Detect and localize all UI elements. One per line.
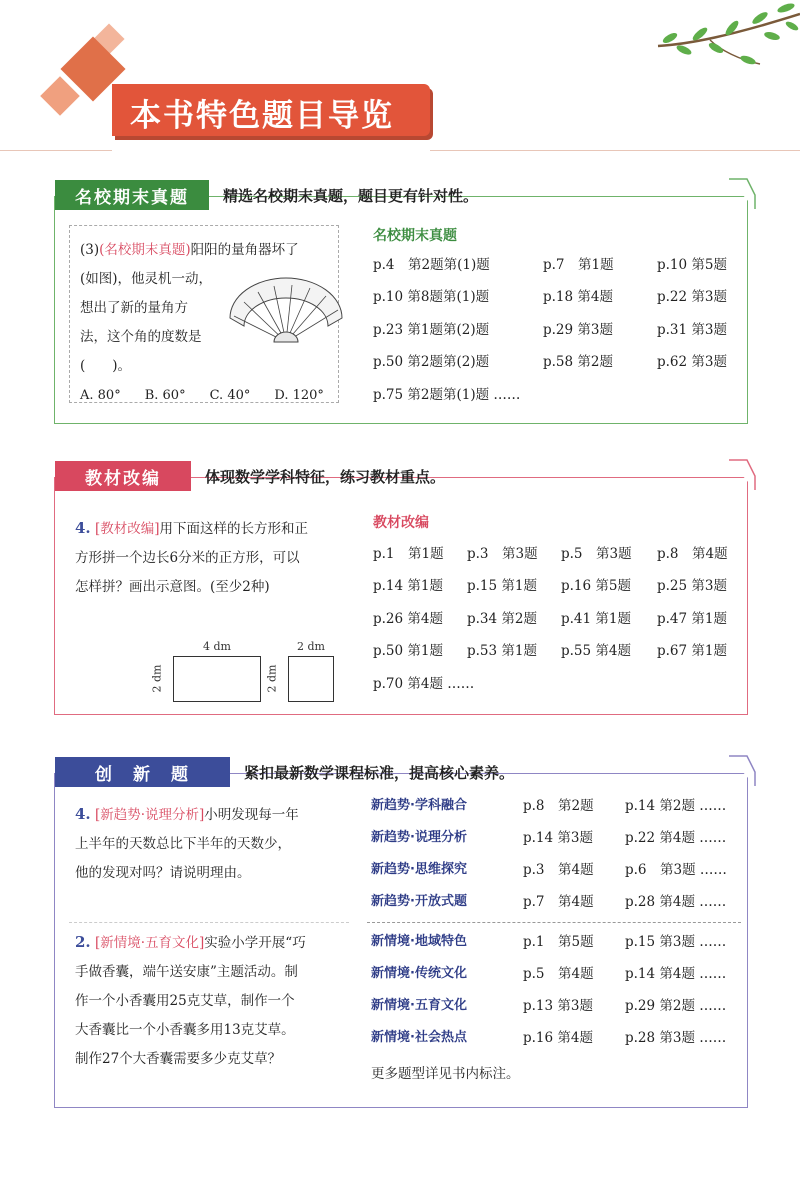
section-header — [55, 756, 514, 788]
list-title: 教材改编 — [373, 515, 429, 531]
reference-item: p.23 第1题第(2)题 — [373, 321, 490, 338]
reference-item: p.8 第4题 — [657, 546, 728, 562]
question-line: 法，这个角的度数是 — [80, 329, 202, 345]
trend-name: 新趋势·思维探究 — [371, 862, 467, 877]
question-line: 上半年的天数总比下半年的天数少， — [75, 836, 291, 852]
rect-height-label: 2 dm — [150, 664, 164, 693]
header-rule — [430, 150, 800, 151]
section-label: 创 新 题 — [55, 757, 230, 787]
reference-item: p.47 第1题 — [657, 610, 727, 627]
header-rule — [0, 150, 112, 151]
question-line: 想出了新的量角方 — [80, 300, 188, 316]
context-ref: p.16 第4题 — [523, 1030, 593, 1046]
question-line: 制作27个大香囊需要多少克艾草？ — [75, 1051, 282, 1067]
reference-item: p.7 第1题 — [543, 257, 614, 273]
square-width-label: 2 dm — [297, 640, 325, 653]
trend-name: 新趋势·说理分析 — [371, 830, 467, 845]
question-number: (3) — [80, 242, 100, 258]
page-fold-icon — [727, 177, 757, 211]
context-name: 新情境·地域特色 — [371, 934, 467, 949]
section-textbook-adapted — [54, 467, 748, 715]
example-question — [75, 928, 365, 1074]
example-question — [75, 514, 365, 704]
trend-ref: p.28 第4题 …… — [625, 894, 727, 910]
context-ref: p.15 第3题 …… — [625, 934, 727, 950]
context-ref: p.13 第3题 — [523, 998, 593, 1014]
question-line: 方形拼一个边长6分米的正方形，可以 — [75, 550, 300, 566]
question-line: 实验小学开展“巧 — [204, 935, 306, 951]
context-ref: p.28 第3题 …… — [625, 1030, 727, 1046]
trend-ref: p.22 第4题 …… — [625, 830, 727, 846]
option-d: D. 120° — [274, 388, 324, 403]
reference-list — [373, 538, 747, 700]
context-name: 新情境·五育文化 — [371, 998, 467, 1013]
reference-item: p.50 第2题第(2)题 — [373, 354, 490, 371]
reference-item: p.15 第1题 — [467, 578, 537, 595]
reference-item: p.16 第5题 — [561, 578, 631, 595]
question-tag: [教材改编] — [94, 521, 160, 537]
trend-ref: p.6 第3题 …… — [625, 862, 727, 878]
question-line: 用下面这样的长方形和正 — [159, 521, 309, 537]
context-row — [371, 926, 726, 958]
reference-item: p.58 第2题 — [543, 354, 613, 371]
reference-item: p.1 第1题 — [373, 546, 444, 562]
trend-ref: p.8 第2题 — [523, 798, 594, 814]
reference-item: p.22 第3题 — [657, 289, 727, 306]
question-tag: [新情境·五育文化] — [94, 935, 205, 951]
reference-item: p.4 第2题第(1)题 — [373, 257, 490, 273]
page-title: 本书特色题目导览 — [130, 98, 394, 134]
reference-item: p.50 第1题 — [373, 643, 443, 660]
section-header — [55, 460, 445, 492]
context-ref: p.14 第4题 …… — [625, 966, 727, 982]
context-ref: p.1 第5题 — [523, 934, 594, 950]
reference-item: p.10 第5题 — [657, 257, 727, 273]
page-fold-icon — [727, 458, 757, 492]
reference-item: p.10 第8题第(1)题 — [373, 289, 490, 306]
reference-item: p.53 第1题 — [467, 643, 537, 660]
protractor-illustration — [220, 266, 348, 348]
reference-item: p.62 第3题 — [657, 354, 727, 371]
option-a: A. 80° — [80, 388, 121, 403]
context-ref: p.29 第2题 …… — [625, 998, 727, 1014]
section-description: 紧扣最新数学课程标准，提高核心素养。 — [244, 763, 515, 782]
reference-item: p.29 第3题 — [543, 321, 613, 338]
question-number: 4. — [75, 805, 91, 823]
question-tag: (名校期末真题) — [99, 242, 191, 258]
reference-item: p.3 第3题 — [467, 546, 538, 562]
question-line: 怎样拼？画出示意图。(至少2种) — [75, 579, 270, 595]
option-c: C. 40° — [209, 388, 251, 403]
context-row — [371, 990, 726, 1022]
rectangle-shape — [173, 656, 261, 702]
trend-ref: p.7 第4题 — [523, 894, 594, 910]
question-line: 手做香囊，端午送安康”主题活动。制 — [75, 964, 298, 980]
context-name: 新情境·传统文化 — [371, 966, 467, 981]
context-name: 新情境·社会热点 — [371, 1030, 467, 1045]
reference-item: p.31 第3题 — [657, 321, 727, 338]
reference-item: p.25 第3题 — [657, 578, 727, 595]
reference-item: p.34 第2题 — [467, 610, 537, 627]
question-line: 小明发现每一年 — [204, 807, 299, 823]
reference-item: p.55 第4题 — [561, 643, 631, 660]
question-number: 4. — [75, 519, 91, 537]
section-label: 名校期末真题 — [55, 180, 209, 210]
question-line: 作一个小香囊用25克艾草，制作一个 — [75, 993, 295, 1009]
example-question — [69, 225, 339, 403]
trend-row — [371, 854, 727, 886]
option-b: B. 60° — [144, 388, 186, 403]
reference-item: p.26 第4题 — [373, 610, 443, 627]
trend-name: 新趋势·开放式题 — [371, 894, 467, 909]
trend-ref: p.14 第3题 — [523, 830, 593, 846]
reference-item: p.70 第4题 …… — [373, 675, 475, 692]
trend-name: 新趋势·学科融合 — [371, 798, 467, 813]
page-fold-icon — [727, 754, 757, 788]
question-line: (如图)，他灵机一动， — [80, 271, 213, 287]
trend-ref: p.3 第4题 — [523, 862, 594, 878]
section-description: 精选名校期末真题，题目更有针对性。 — [223, 186, 479, 205]
example-question — [75, 800, 365, 888]
section-exam-questions — [54, 186, 748, 424]
section-label: 教材改编 — [55, 461, 191, 491]
question-line: ( )。 — [80, 358, 132, 374]
trend-row — [371, 790, 726, 822]
section-header — [55, 179, 478, 211]
footer-note: 更多题型详见书内标注。 — [371, 1066, 520, 1082]
trend-row — [371, 886, 726, 918]
context-row — [371, 1022, 726, 1054]
divider — [69, 922, 349, 923]
reference-item: p.41 第1题 — [561, 610, 631, 627]
list-title: 名校期末真题 — [373, 228, 457, 244]
reference-item: p.67 第1题 — [657, 643, 727, 660]
reference-item: p.75 第2题第(1)题 …… — [373, 386, 521, 403]
reference-item: p.5 第3题 — [561, 546, 632, 562]
question-line: 阳阳的量角器坏了 — [190, 242, 299, 258]
square-shape — [288, 656, 334, 702]
trend-ref: p.14 第2题 …… — [625, 798, 727, 814]
section-innovative — [54, 763, 748, 1108]
section-description: 体现数学学科特征，练习教材重点。 — [205, 467, 446, 486]
question-line: 他的发现对吗？请说明理由。 — [75, 865, 251, 881]
context-ref: p.5 第4题 — [523, 966, 594, 982]
question-line: 大香囊比一个小香囊多用13克艾草。 — [75, 1022, 295, 1038]
branch-decoration-icon — [650, 0, 800, 80]
reference-item: p.14 第1题 — [373, 578, 443, 595]
square-height-label: 2 dm — [265, 664, 279, 693]
reference-list — [373, 249, 757, 411]
reference-item: p.18 第4题 — [543, 289, 613, 306]
rect-width-label: 4 dm — [203, 640, 231, 653]
question-tag: [新趋势·说理分析] — [94, 807, 205, 823]
trend-row — [371, 822, 726, 854]
divider — [367, 922, 741, 923]
context-row — [371, 958, 726, 990]
question-number: 2. — [75, 933, 91, 951]
